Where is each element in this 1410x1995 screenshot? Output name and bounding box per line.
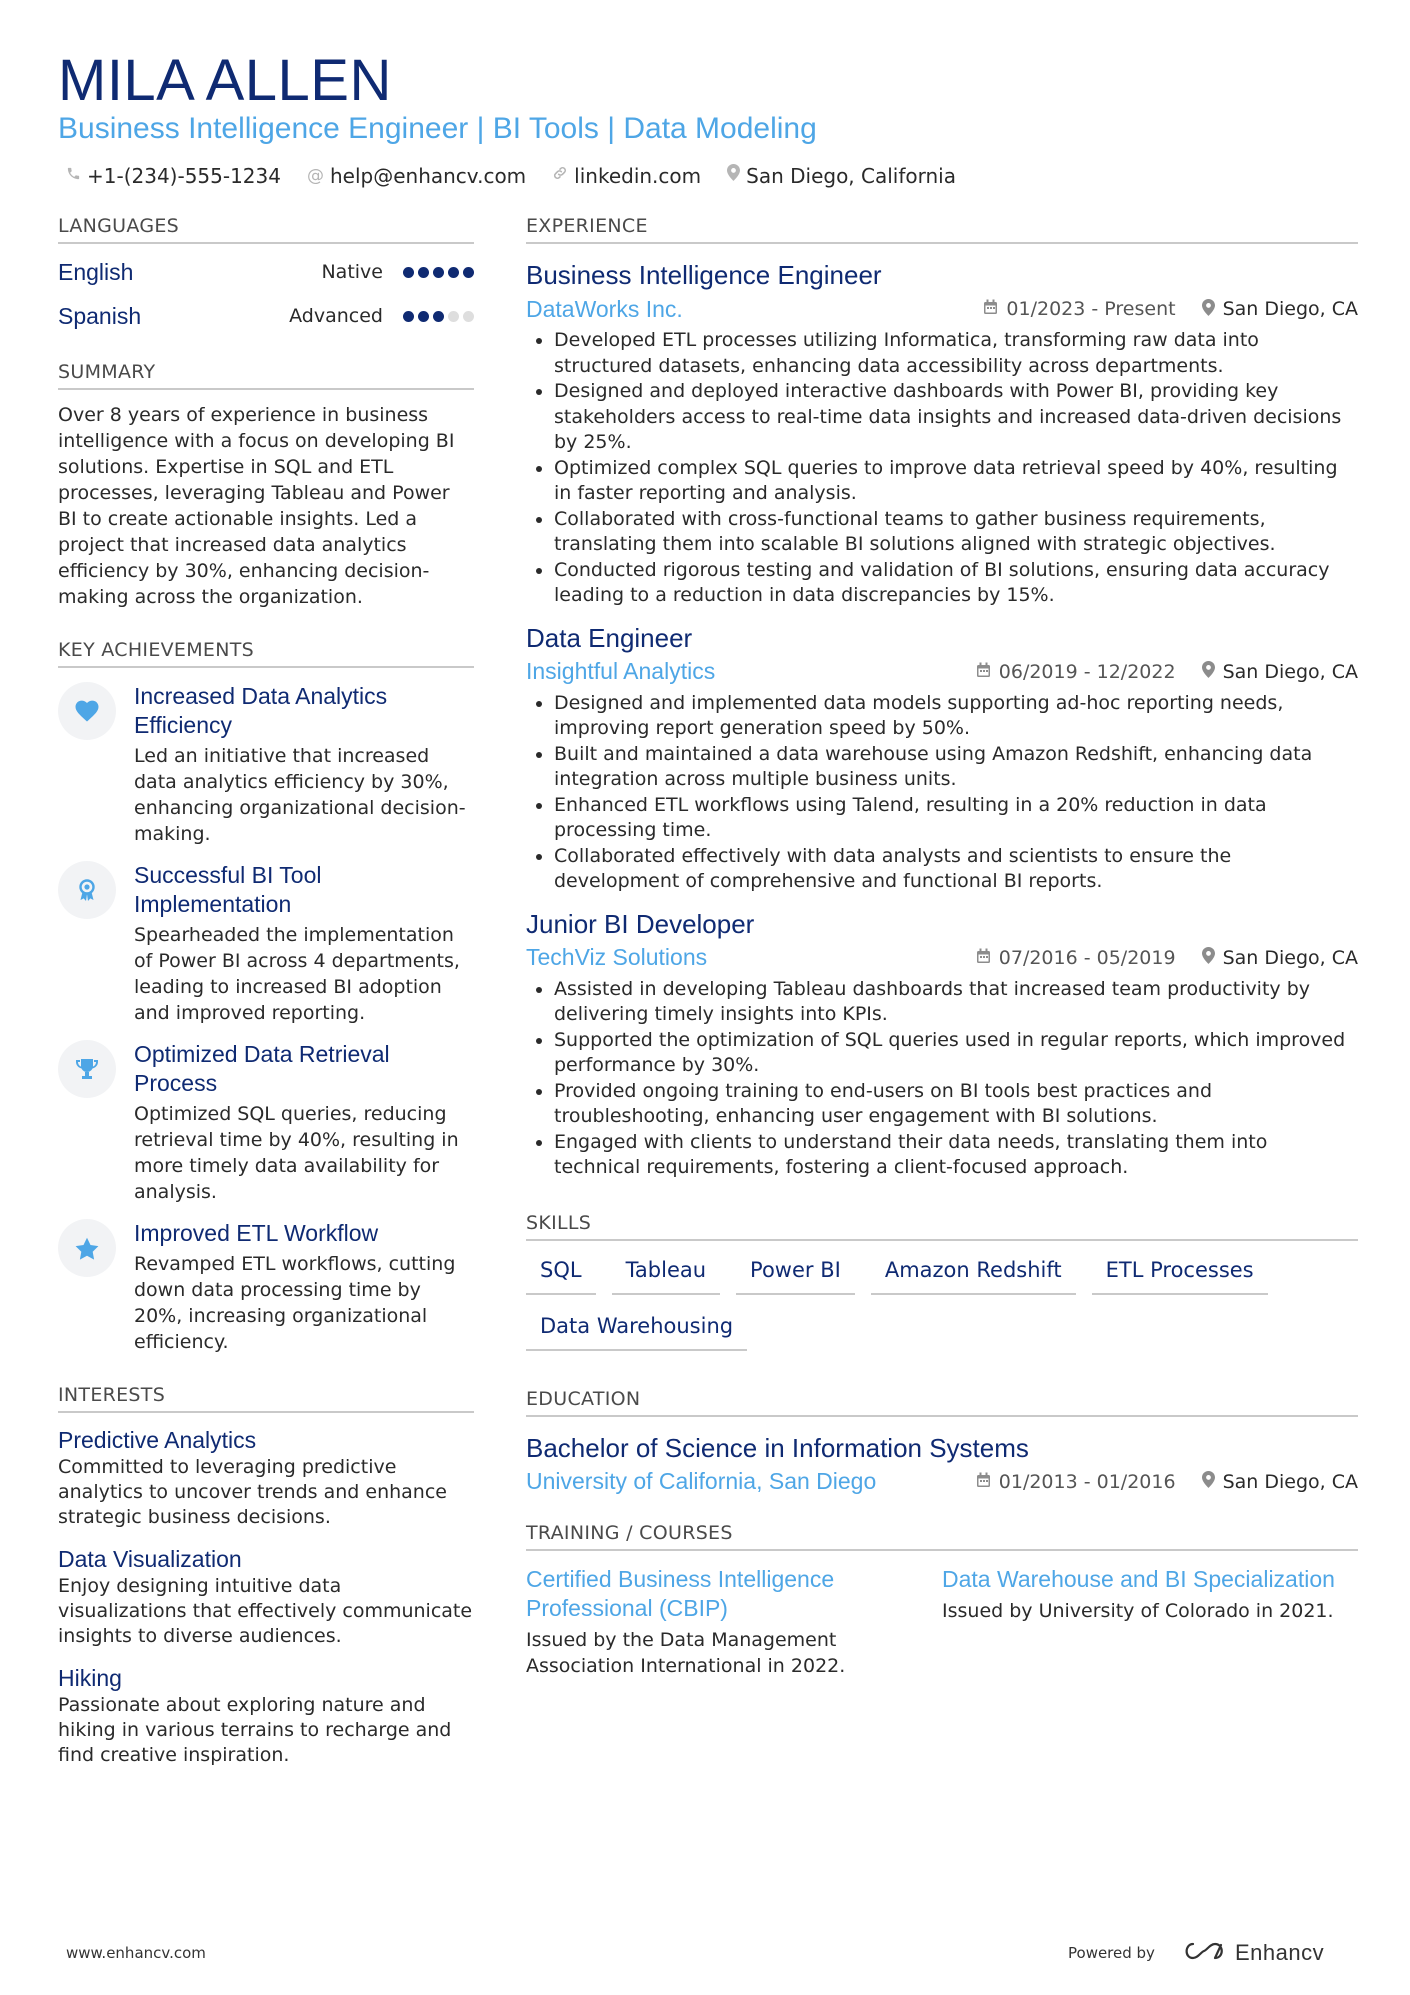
interests-list	[58, 1425, 474, 1768]
job-bullet: • Developed ETL processes utilizing Informatica, transforming raw data into structured datasets, enhancing data accessibility across departments.	[554, 328, 1358, 379]
job-bullet: • Designed and deployed interactive dashboards with Power BI, providing key stakeholders access to real-time data insights and increased data-driven decisions by 25%.	[554, 379, 1358, 456]
training-list	[526, 1565, 1358, 1679]
interests-heading: INTERESTS	[58, 1383, 474, 1413]
course-title: Data Warehouse and BI Specialization	[942, 1565, 1335, 1592]
summary-heading: SUMMARY	[58, 360, 474, 390]
education-dates-text: 01/2013 - 01/2016	[998, 1470, 1176, 1493]
achievement-item	[58, 1219, 474, 1355]
calendar-icon	[976, 662, 991, 682]
skills-list	[526, 1255, 1358, 1367]
languages-heading: LANGUAGES	[58, 214, 474, 244]
achievement-item	[58, 861, 474, 1026]
achievements-list	[58, 682, 474, 1355]
skill-tag: Amazon Redshift	[871, 1255, 1076, 1295]
languages-list	[58, 250, 474, 338]
location-icon	[1202, 947, 1215, 968]
skill-tag: Power BI	[736, 1255, 855, 1295]
footer-website[interactable]: www.enhancv.com	[66, 1944, 206, 1962]
left-column	[58, 214, 474, 1768]
interest-item	[58, 1425, 474, 1530]
job-dates-text: 01/2023 - Present	[1006, 298, 1176, 320]
language-rating	[399, 267, 474, 278]
job-bullets	[526, 977, 1358, 1181]
job-bullet: • Conducted rigorous testing and validation of BI solutions, ensuring data accuracy leading to a reduction in data discrepancies by 15%.	[554, 558, 1358, 609]
location-icon	[1202, 1471, 1215, 1492]
rating-dot-filled	[418, 267, 429, 278]
rating-dot-filled	[433, 311, 444, 322]
rating-dot-empty	[463, 311, 474, 322]
language-item	[58, 250, 474, 294]
job-bullet: • Supported the optimization of SQL queries used in regular reports, which improved performance by 30%.	[554, 1028, 1358, 1079]
course-item	[942, 1565, 1342, 1679]
job-title: Data Engineer	[526, 622, 693, 653]
job-bullet: • Enhanced ETL workflows using Talend, resulting in a 20% reduction in data processing time.	[554, 793, 1358, 844]
calendar-icon	[983, 299, 998, 319]
language-item	[58, 294, 474, 338]
job-company: Insightful Analytics	[526, 658, 716, 684]
language-name: Spanish	[58, 302, 142, 329]
job-dates	[976, 661, 1176, 683]
interest-title: Predictive Analytics	[58, 1427, 257, 1453]
interest-title: Data Visualization	[58, 1546, 242, 1572]
job-dates-text: 07/2016 - 05/2019	[998, 946, 1176, 969]
achievement-title: Improved ETL Workflow	[134, 1220, 379, 1246]
training-heading: TRAINING / COURSES	[526, 1521, 1358, 1551]
calendar-icon	[976, 948, 991, 968]
job-dates	[976, 947, 1176, 969]
job-location-text: San Diego, CA	[1222, 660, 1358, 683]
headline: Business Intelligence Engineer | BI Tools | Data Modeling	[58, 112, 817, 145]
education-heading: EDUCATION	[526, 1387, 1358, 1417]
job-entry	[526, 621, 1358, 895]
achievement-desc: Revamped ETL workflows, cutting down data processing time by 20%, increasing organizational efficiency.	[134, 1253, 456, 1353]
contact-location	[727, 162, 956, 190]
calendar-icon	[976, 1472, 991, 1492]
job-title: Business Intelligence Engineer	[526, 260, 882, 290]
star-icon	[58, 1219, 116, 1277]
experience-heading: EXPERIENCE	[526, 214, 1358, 244]
job-company: DataWorks Inc.	[526, 295, 683, 322]
job-company: TechViz Solutions	[526, 944, 708, 970]
job-dates	[983, 298, 1175, 320]
language-level: Native	[321, 261, 383, 283]
skill-tag: ETL Processes	[1092, 1255, 1268, 1295]
footer-brand[interactable]	[1068, 1940, 1324, 1966]
brand-name: Enhancv	[1234, 1940, 1325, 1965]
interest-desc: Enjoy designing intuitive data visualizations that effectively communicate insights to diverse audiences.	[58, 1575, 473, 1647]
rating-dot-filled	[403, 311, 414, 322]
achievement-item	[58, 682, 474, 847]
job-location-text: San Diego, CA	[1222, 298, 1358, 320]
job-location-text: San Diego, CA	[1222, 946, 1358, 969]
rating-dot-filled	[448, 267, 459, 278]
achievement-desc: Spearheaded the implementation of Power BI across 4 departments, leading to increased BI adoption and improved reporting.	[134, 924, 460, 1024]
achievement-title: Optimized Data Retrieval Process	[134, 1041, 390, 1096]
contact-linkedin[interactable]	[552, 162, 701, 190]
achievement-desc: Led an initiative that increased data analytics efficiency by 30%, enhancing organizational decision-making.	[134, 745, 466, 845]
degree-title: Bachelor of Science in Information Systems	[526, 1432, 1029, 1463]
rating-dot-filled	[433, 267, 444, 278]
rating-dot-empty	[448, 311, 459, 322]
job-location	[1202, 298, 1358, 320]
language-level: Advanced	[289, 305, 383, 327]
achievement-desc: Optimized SQL queries, reducing retrieval time by 40%, resulting in more timely data availability for analysis.	[134, 1103, 459, 1203]
right-column	[526, 214, 1358, 1679]
rating-dot-filled	[418, 311, 429, 322]
interest-desc: Committed to leveraging predictive analytics to uncover trends and enhance strategic business decisions.	[58, 1456, 447, 1528]
interest-item	[58, 1663, 474, 1768]
rating-dot-filled	[463, 267, 474, 278]
achievement-title: Increased Data Analytics Efficiency	[134, 683, 388, 738]
candidate-name: MILA ALLEN	[58, 48, 392, 113]
interest-desc: Passionate about exploring nature and hiking in various terrains to recharge and find creative inspiration.	[58, 1694, 452, 1766]
location-icon	[727, 162, 740, 190]
skill-tag: Data Warehousing	[526, 1311, 747, 1351]
school-name: University of California, San Diego	[526, 1468, 877, 1494]
job-bullet: • Designed and implemented data models supporting ad-hoc reporting needs, improving report generation speed by 50%.	[554, 691, 1358, 742]
trophy-icon	[58, 1040, 116, 1098]
course-item	[526, 1565, 926, 1679]
contact-phone-text: +1-(234)-555-1234	[87, 164, 281, 188]
skill-tag: Tableau	[612, 1255, 720, 1295]
education-location	[1202, 1471, 1358, 1493]
award-icon	[58, 861, 116, 919]
education-dates	[976, 1471, 1176, 1493]
language-name: English	[58, 258, 134, 285]
course-title: Certified Business Intelligence Professional (CBIP)	[526, 1565, 835, 1621]
job-bullets	[526, 691, 1358, 895]
job-bullet: • Built and maintained a data warehouse using Amazon Redshift, enhancing data integration across multiple business units.	[554, 742, 1358, 793]
education-location-text: San Diego, CA	[1222, 1470, 1358, 1493]
contact-location-text: San Diego, California	[746, 164, 956, 188]
job-bullet: • Engaged with clients to understand their data needs, translating them into technical requirements, fostering a client-focused approach.	[554, 1130, 1358, 1181]
job-bullets	[526, 328, 1358, 609]
job-bullet: • Assisted in developing Tableau dashboards that increased team productivity by delivering timely insights into KPIs.	[554, 977, 1358, 1028]
skill-tag: SQL	[526, 1255, 596, 1295]
job-entry	[526, 258, 1358, 609]
course-desc: Issued by University of Colorado in 2021.	[942, 1599, 1334, 1622]
job-entry	[526, 907, 1358, 1181]
location-icon	[1202, 661, 1215, 682]
contact-email-text: help@enhancv.com	[329, 164, 527, 188]
enhancv-logo-icon	[1181, 1940, 1227, 1966]
contact-linkedin-text: linkedin.com	[574, 164, 702, 188]
language-rating	[399, 311, 474, 322]
achievements-heading: KEY ACHIEVEMENTS	[58, 638, 474, 668]
achievement-title: Successful BI Tool Implementation	[134, 862, 322, 917]
job-bullet: • Optimized complex SQL queries to improve data retrieval speed by 40%, resulting in faster reporting and analysis.	[554, 456, 1358, 507]
contact-phone[interactable]	[66, 162, 281, 190]
contact-bar	[66, 162, 982, 190]
course-desc: Issued by the Data Management Association International in 2022.	[526, 1628, 846, 1677]
job-title: Junior BI Developer	[526, 908, 755, 939]
interest-title: Hiking	[58, 1665, 122, 1691]
summary-text: Over 8 years of experience in business intelligence with a focus on developing BI solutions. Expertise in SQL and ETL processes, leveraging Tableau and Power BI to create actionable insights. Led a project that increased data analytics efficiency by 30%, enhancing decision-making across the organization.	[58, 404, 455, 608]
location-icon	[1202, 299, 1215, 320]
at-icon: @	[306, 166, 324, 186]
interest-item	[58, 1544, 474, 1649]
contact-email[interactable]	[307, 162, 526, 190]
link-icon	[552, 162, 568, 190]
heart-icon	[58, 682, 116, 740]
job-bullet: • Collaborated with cross-functional teams to gather business requirements, translating them into scalable BI solutions aligned with strategic objectives.	[554, 507, 1358, 558]
job-bullet: • Collaborated effectively with data analysts and scientists to ensure the development of comprehensive and functional BI reports.	[554, 844, 1358, 895]
phone-icon	[66, 162, 81, 190]
powered-by-label: Powered by	[1068, 1944, 1155, 1962]
job-location	[1202, 661, 1358, 683]
rating-dot-filled	[403, 267, 414, 278]
skills-heading: SKILLS	[526, 1211, 1358, 1241]
achievement-item	[58, 1040, 474, 1205]
education-entry	[526, 1431, 1358, 1499]
job-location	[1202, 947, 1358, 969]
job-dates-text: 06/2019 - 12/2022	[998, 660, 1176, 683]
job-bullet: • Provided ongoing training to end-users on BI tools best practices and troubleshooting, enhancing user engagement with BI solutions.	[554, 1079, 1358, 1130]
